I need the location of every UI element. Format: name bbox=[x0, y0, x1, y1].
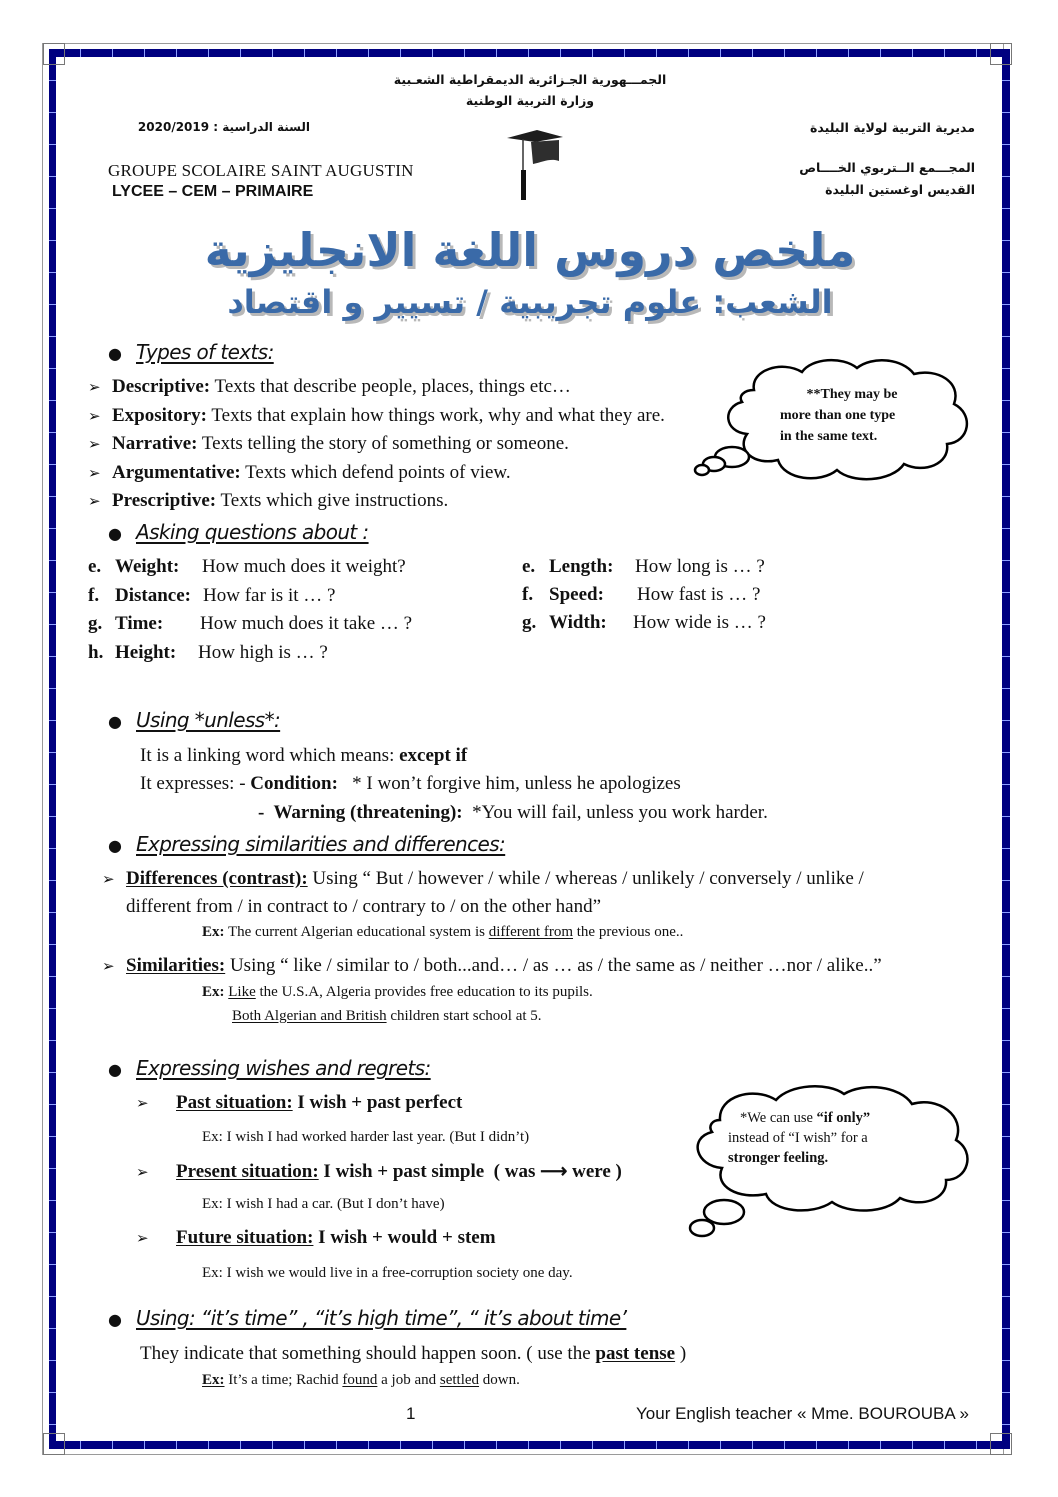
border-top bbox=[49, 49, 1010, 57]
question-row bbox=[88, 642, 328, 664]
rule: I wish + would + stem bbox=[313, 1227, 496, 1248]
school-name-ar-1: المجـــمع الــتربوي الخــــاص bbox=[799, 160, 975, 175]
similarities-item bbox=[102, 955, 882, 977]
school-name-ar-2: القديس اوغستين البليدة bbox=[825, 182, 975, 197]
section-heading-time bbox=[108, 1306, 626, 1330]
corner-mark bbox=[990, 1433, 1012, 1455]
term: Warning (threatening): bbox=[273, 802, 463, 823]
time-example bbox=[202, 1372, 520, 1389]
list-item bbox=[88, 405, 665, 427]
term: Past situation: bbox=[176, 1092, 293, 1113]
example-label: Ex: bbox=[202, 924, 225, 940]
school-name-en: GROUPE SCOLAIRE SAINT AUGUSTIN bbox=[108, 161, 414, 180]
question: How far is it … ? bbox=[203, 585, 336, 606]
question: How much does it weight? bbox=[202, 556, 406, 577]
heading-text: Expressing similarities and differences: bbox=[136, 832, 506, 856]
bullet-icon: ● bbox=[108, 836, 122, 855]
example-label: Ex: bbox=[202, 1372, 225, 1388]
term: Differences (contrast): bbox=[126, 868, 308, 889]
arrow-bullet-icon: ➢ bbox=[136, 1165, 149, 1181]
arrow-bullet-icon: ➢ bbox=[88, 437, 101, 453]
wish-past-example: Ex: I wish I had worked harder last year. (But I didn’t) bbox=[202, 1129, 530, 1145]
question-row bbox=[522, 612, 766, 634]
term: Similarities: bbox=[126, 955, 226, 976]
letter: e. bbox=[522, 556, 536, 577]
arrow-bullet-icon: ➢ bbox=[88, 494, 101, 510]
text: Using “ But / however / while / whereas / unlikely / conversely / unlike / bbox=[307, 868, 864, 889]
underlined: found bbox=[342, 1372, 378, 1388]
heading-text: Asking questions about : bbox=[136, 520, 369, 544]
page-title: ملخص دروس اللغة الانجليزية bbox=[204, 223, 856, 277]
underlined: different from bbox=[488, 924, 574, 940]
differences-continued: different from / in contract to / contrary to / on the other hand” bbox=[126, 896, 602, 917]
text: They indicate that something should happen soon. ( use the bbox=[140, 1343, 596, 1364]
question: How wide is … ? bbox=[633, 612, 766, 633]
corner-mark bbox=[43, 43, 65, 65]
heading-text: Using: “it’s time” , “it’s high time”, “ it’s about time’ bbox=[136, 1306, 627, 1330]
unless-condition bbox=[140, 773, 681, 795]
term: Prescriptive: bbox=[112, 490, 217, 511]
letter: f. bbox=[522, 584, 534, 605]
example: * I won’t forgive him, unless he apologizes bbox=[337, 773, 681, 794]
text: It is a linking word which means: bbox=[140, 745, 400, 766]
term: except if bbox=[399, 745, 468, 766]
rule: were ) bbox=[567, 1161, 622, 1182]
bullet-icon: ● bbox=[108, 344, 122, 363]
unless-definition bbox=[140, 745, 467, 767]
text: down. bbox=[479, 1372, 520, 1388]
term: Speed: bbox=[549, 584, 604, 605]
wish-future bbox=[136, 1227, 496, 1249]
term: Height: bbox=[115, 642, 177, 663]
wish-past bbox=[136, 1092, 462, 1114]
directorate: مديرية التربية لولاية البليدة bbox=[810, 120, 975, 135]
corner-mark bbox=[990, 43, 1012, 65]
note-line: in the same text. bbox=[780, 429, 878, 444]
term: Condition: bbox=[250, 773, 338, 794]
example: *You will fail, unless you work harder. bbox=[462, 802, 768, 823]
example-label: Ex: bbox=[202, 984, 225, 1000]
bullet-icon: ● bbox=[108, 1310, 122, 1329]
term: Narrative: bbox=[112, 433, 198, 454]
differences-example bbox=[202, 924, 683, 941]
note-line: instead of “I wish” for a bbox=[728, 1130, 868, 1146]
term: Weight: bbox=[115, 556, 180, 577]
section-heading-unless bbox=[108, 708, 280, 732]
question: How much does it take … ? bbox=[200, 613, 413, 634]
definition: Texts that describe people, places, things etc… bbox=[210, 376, 571, 397]
letter: e. bbox=[88, 556, 102, 577]
letter: f. bbox=[88, 585, 100, 606]
bullet-icon: ● bbox=[108, 712, 122, 731]
arrow-bullet-icon: ➢ bbox=[136, 1096, 149, 1112]
underlined: Like bbox=[228, 984, 256, 1000]
question-row bbox=[88, 613, 412, 635]
wish-future-example: Ex: I wish we would live in a free-corruption society one day. bbox=[202, 1265, 573, 1281]
note-line bbox=[728, 1108, 928, 1128]
question: How long is … ? bbox=[635, 556, 765, 577]
text: the previous one.. bbox=[573, 924, 684, 940]
arrow-bullet-icon: ➢ bbox=[88, 409, 101, 425]
republic-title: الجمـــهورية الجـزائرية الديمقراطية الشعـبية bbox=[393, 72, 667, 87]
question: How high is … ? bbox=[198, 642, 328, 663]
term: Argumentative: bbox=[112, 462, 241, 483]
arrow-bullet-icon: ➢ bbox=[88, 466, 101, 482]
note-line: **They may be bbox=[806, 387, 898, 402]
right-arrow-icon: ⟶ bbox=[540, 1161, 568, 1182]
term: past tense bbox=[595, 1343, 676, 1364]
page-subtitle: الشعب: علوم تجريبية / تسيير و اقتصاد bbox=[227, 283, 833, 321]
unless-warning bbox=[258, 802, 768, 824]
differences-item bbox=[102, 868, 864, 890]
similarities-example-1 bbox=[202, 984, 593, 1001]
question-row bbox=[88, 585, 335, 607]
definition: Texts which give instructions. bbox=[216, 490, 449, 511]
heading-text: Expressing wishes and regrets: bbox=[136, 1056, 431, 1080]
question-row bbox=[522, 584, 760, 606]
text: It’s a time; Rachid bbox=[224, 1372, 343, 1388]
note-line: stronger feeling. bbox=[728, 1150, 829, 1166]
text: ) bbox=[675, 1343, 687, 1364]
arrow-bullet-icon: ➢ bbox=[102, 872, 115, 888]
school-year: السنة الدراسية : 2020/2019 bbox=[137, 120, 310, 134]
bullet-icon: ● bbox=[108, 524, 122, 543]
definition: Texts that explain how things work, why and what they are. bbox=[207, 405, 665, 426]
wish-present bbox=[136, 1160, 622, 1183]
footer-teacher: Your English teacher « Mme. BOUROUBA » bbox=[636, 1404, 969, 1423]
bullet-icon: ● bbox=[108, 1060, 122, 1079]
similarities-example-2 bbox=[232, 1008, 542, 1025]
arrow-bullet-icon: ➢ bbox=[102, 959, 115, 975]
section-heading-wishes bbox=[108, 1056, 431, 1080]
letter: g. bbox=[522, 612, 537, 633]
term: “if only” bbox=[816, 1110, 871, 1126]
border-left bbox=[49, 49, 56, 1449]
letter: h. bbox=[88, 642, 104, 663]
list-item bbox=[88, 490, 448, 512]
term: Time: bbox=[115, 613, 164, 634]
section-heading-questions bbox=[108, 520, 369, 544]
school-levels-en: LYCEE – CEM – PRIMAIRE bbox=[112, 183, 314, 200]
definition: Texts telling the story of something or someone. bbox=[197, 433, 569, 454]
text: It expresses: - bbox=[140, 773, 251, 794]
term: Distance: bbox=[115, 585, 191, 606]
text: Using “ like / similar to / both...and… / as … as / the same as / neither …nor / alike..” bbox=[225, 955, 882, 976]
text: *We can use bbox=[740, 1110, 817, 1126]
text: the U.S.A, Algeria provides free education to its pupils. bbox=[255, 984, 593, 1000]
wish-present-example: Ex: I wish I had a car. (But I don’t have) bbox=[202, 1196, 445, 1212]
border-bottom bbox=[49, 1441, 1010, 1449]
letter: g. bbox=[88, 613, 103, 634]
time-description bbox=[140, 1343, 686, 1365]
underlined: Both Algerian and British bbox=[232, 1008, 387, 1024]
arrow-bullet-icon: ➢ bbox=[136, 1231, 149, 1247]
question: How fast is … ? bbox=[637, 584, 761, 605]
list-item bbox=[88, 433, 569, 455]
term: Length: bbox=[549, 556, 614, 577]
text: The current Algerian educational system is bbox=[224, 924, 489, 940]
note-line: more than one type bbox=[780, 408, 896, 423]
ministry-title: وزارة التربية الوطنية bbox=[465, 93, 595, 108]
underlined: settled bbox=[439, 1372, 480, 1388]
rule: I wish + past perfect bbox=[292, 1092, 463, 1113]
text: children start school at 5. bbox=[386, 1008, 542, 1024]
corner-mark bbox=[43, 1433, 65, 1455]
text: a job and bbox=[377, 1372, 440, 1388]
section-heading-types bbox=[108, 340, 274, 364]
term: Descriptive: bbox=[112, 376, 211, 397]
list-item bbox=[88, 376, 571, 398]
dash: - bbox=[258, 802, 274, 823]
heading-text: Using *unless*: bbox=[136, 708, 281, 732]
term: Future situation: bbox=[176, 1227, 314, 1248]
heading-text: Types of texts: bbox=[136, 340, 274, 364]
section-heading-similarities bbox=[108, 832, 505, 856]
graduation-cap-icon bbox=[505, 128, 565, 203]
list-item bbox=[88, 462, 511, 484]
term: Width: bbox=[549, 612, 607, 633]
border-right bbox=[1002, 49, 1010, 1449]
question-row bbox=[88, 556, 406, 578]
page-number: 1 bbox=[406, 1404, 416, 1423]
term: Expository: bbox=[112, 405, 207, 426]
definition: Texts which defend points of view. bbox=[240, 462, 511, 483]
rule: I wish + past simple ( was bbox=[318, 1161, 541, 1182]
question-row bbox=[522, 556, 765, 578]
term: Present situation: bbox=[176, 1161, 319, 1182]
arrow-bullet-icon: ➢ bbox=[88, 380, 101, 396]
